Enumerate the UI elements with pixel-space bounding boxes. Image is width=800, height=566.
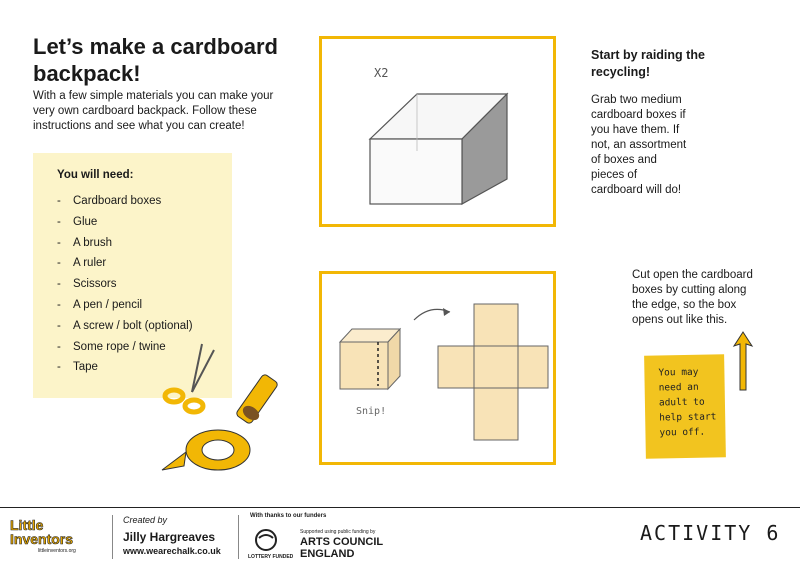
logo-site: littleinventors.org xyxy=(38,548,76,554)
step1-illustration-frame xyxy=(319,36,556,227)
credit-label: Created by xyxy=(123,515,168,525)
arts-council-label: ARTS COUNCIL ENGLAND xyxy=(300,536,383,560)
credit-name: Jilly Hargreaves xyxy=(123,530,216,544)
footer-divider xyxy=(0,507,800,508)
logo: Little Inventors xyxy=(10,517,74,547)
box-sketch xyxy=(322,39,553,224)
arrow-icon xyxy=(732,330,754,394)
sticky-note xyxy=(644,354,726,458)
scissors-icon xyxy=(165,344,214,412)
list-item: - Tape xyxy=(57,361,232,382)
list-item: - Cardboard boxes xyxy=(57,195,232,216)
step2-illustration-frame xyxy=(319,271,556,465)
list-item: - A screw / bolt (optional) xyxy=(57,320,232,341)
intro-text: With a few simple materials you can make your very own cardboard backpack. Follow these instructions and see what you can create! xyxy=(33,90,274,132)
list-item: - A brush xyxy=(57,237,232,258)
list-item: - Scissors xyxy=(57,278,232,299)
footer-separator xyxy=(238,515,239,559)
list-item: - Some rope / twine xyxy=(57,341,232,362)
step1-text: Grab two medium cardboard boxes if you have them. If not, an assortment of boxes and pieces of cardboard will do! xyxy=(591,94,687,196)
tape-roll-icon xyxy=(162,430,250,470)
supported-label: Supported using public funding by xyxy=(300,529,376,535)
list-item: - A ruler xyxy=(57,257,232,278)
tools-illustration xyxy=(158,340,298,475)
activity-number: ACTIVITY 6 xyxy=(640,521,781,545)
list-item: - Glue xyxy=(57,216,232,237)
funders-label: With thanks to our funders xyxy=(250,513,327,519)
materials-title: You will need: xyxy=(57,169,134,181)
sketch-label: X2 xyxy=(374,66,389,80)
footer-separator xyxy=(112,515,113,559)
lottery-label: LOTTERY FUNDED xyxy=(248,554,294,560)
glue-stick-icon xyxy=(235,373,278,424)
page-title: Let’s make a cardboard backpack! xyxy=(33,34,278,86)
unfolded-box-sketch xyxy=(322,274,553,462)
lottery-logo-icon xyxy=(252,528,280,552)
sketch-label: Snip! xyxy=(356,406,387,417)
step1-title: Start by raiding the recycling! xyxy=(591,48,705,79)
list-item: - A pen / pencil xyxy=(57,299,232,320)
credit-site: www.wearechalk.co.uk xyxy=(123,546,221,556)
step2-text: Cut open the cardboard boxes by cutting along the edge, so the box opens out like this. xyxy=(632,269,753,326)
note-text: You may need an adult to help start you off. xyxy=(658,366,717,439)
